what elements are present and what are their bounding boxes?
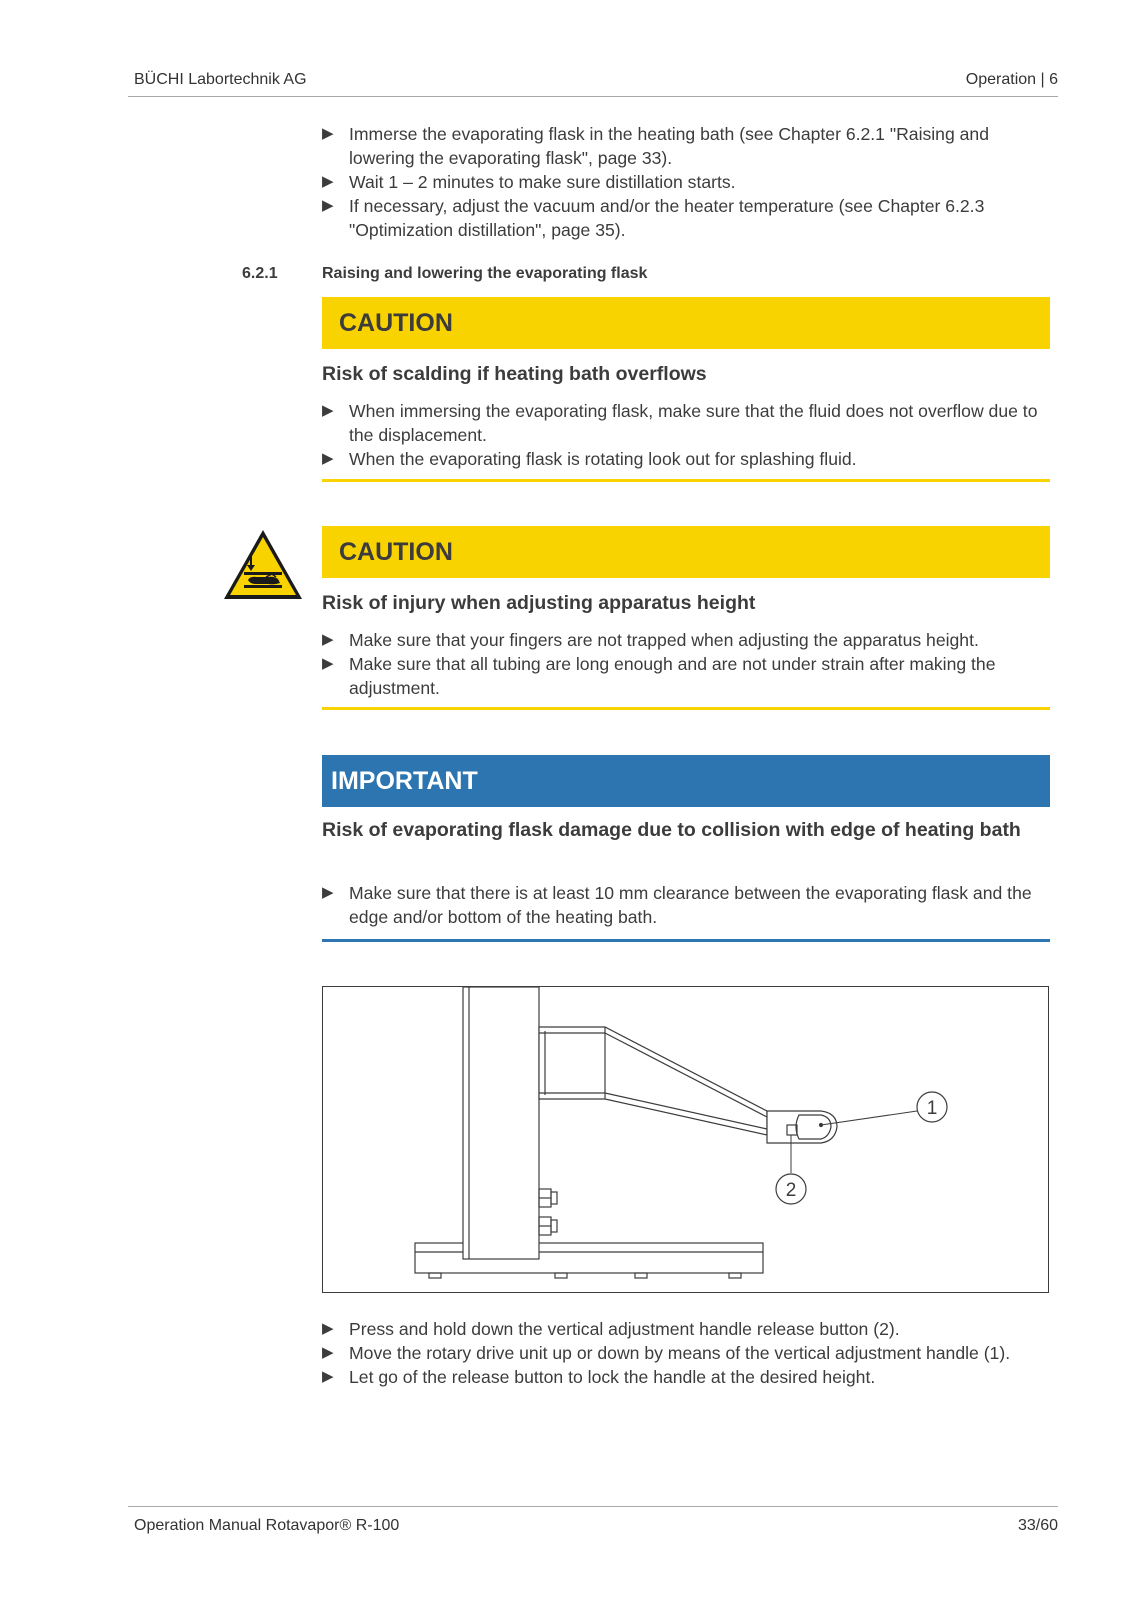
list-item: ▶ Move the rotary drive unit up or down by means of the vertical adjustment handle (1). (322, 1343, 1011, 1363)
list-item: ▶ Wait 1 – 2 minutes to make sure distillation starts. (322, 172, 736, 192)
footer-manual-title: Operation Manual Rotavapor® R-100 (134, 1517, 400, 1534)
arrow-bullet-icon: ▶ (322, 173, 334, 190)
notice-title: Risk of injury when adjusting apparatus height (322, 592, 756, 614)
callout-2: 2 (785, 1180, 797, 1201)
footer-divider (128, 1506, 1058, 1507)
list-item: ▶ When immersing the evaporating flask, make sure that the fluid does not overflow due to the displacement. (322, 401, 1038, 445)
callout-1: 1 (926, 1098, 938, 1119)
important-label: IMPORTANT (331, 767, 478, 795)
arrow-bullet-icon: ▶ (322, 402, 334, 419)
notice-divider (322, 939, 1050, 942)
arrow-bullet-icon: ▶ (322, 1320, 334, 1337)
arrow-bullet-icon: ▶ (322, 655, 334, 672)
list-item: ▶ Press and hold down the vertical adjustment handle release button (2). (322, 1319, 900, 1339)
hand-crush-warning-icon (222, 528, 304, 602)
arrow-bullet-icon: ▶ (322, 1368, 334, 1385)
header-divider (128, 96, 1058, 97)
arrow-bullet-icon: ▶ (322, 197, 334, 214)
list-item: ▶ If necessary, adjust the vacuum and/or the heater temperature (see Chapter 6.2.3 "Optimization distillation", page 35). (322, 196, 985, 240)
arrow-bullet-icon: ▶ (322, 125, 334, 142)
procedure-step-list (322, 1317, 1054, 1389)
arrow-bullet-icon: ▶ (322, 450, 334, 467)
list-item: ▶ Make sure that all tubing are long enough and are not under strain after making the adjustment. (322, 654, 996, 698)
header-chapter: Operation | 6 (965, 71, 1058, 88)
caution-label: CAUTION (339, 538, 453, 566)
important-banner (322, 755, 1050, 807)
section-number: 6.2.1 (242, 265, 278, 282)
header-company: BÜCHI Labortechnik AG (134, 71, 307, 88)
notice-title: Risk of evaporating flask damage due to collision with edge of heating bath (322, 819, 1021, 841)
notice-list (322, 881, 1054, 929)
section-title: Raising and lowering the evaporating flask (322, 265, 648, 282)
notice-title: Risk of scalding if heating bath overflows (322, 363, 707, 385)
arrow-bullet-icon: ▶ (322, 631, 334, 648)
footer-page-number: 33/60 (1017, 1517, 1058, 1534)
intro-step-list (322, 122, 1054, 242)
apparatus-height-figure (322, 986, 1049, 1293)
arrow-bullet-icon: ▶ (322, 1344, 334, 1361)
list-item: ▶ Make sure that there is at least 10 mm clearance between the evaporating flask and the edge and/or bottom of the heating bath. (322, 883, 1032, 927)
list-item: ▶ Immerse the evaporating flask in the heating bath (see Chapter 6.2.1 "Raising and lowering the evaporating flask", page 33). (322, 124, 989, 168)
notice-list (322, 628, 1054, 700)
arrow-bullet-icon: ▶ (322, 884, 334, 901)
notice-list (322, 399, 1054, 471)
list-item: ▶ Make sure that your fingers are not trapped when adjusting the apparatus height. (322, 630, 979, 650)
caution-banner (322, 526, 1050, 578)
list-item: ▶ Let go of the release button to lock the handle at the desired height. (322, 1367, 876, 1387)
list-item: ▶ When the evaporating flask is rotating look out for splashing fluid. (322, 449, 857, 469)
notice-divider (322, 479, 1050, 482)
caution-banner (322, 297, 1050, 349)
caution-label: CAUTION (339, 309, 453, 337)
notice-divider (322, 707, 1050, 710)
